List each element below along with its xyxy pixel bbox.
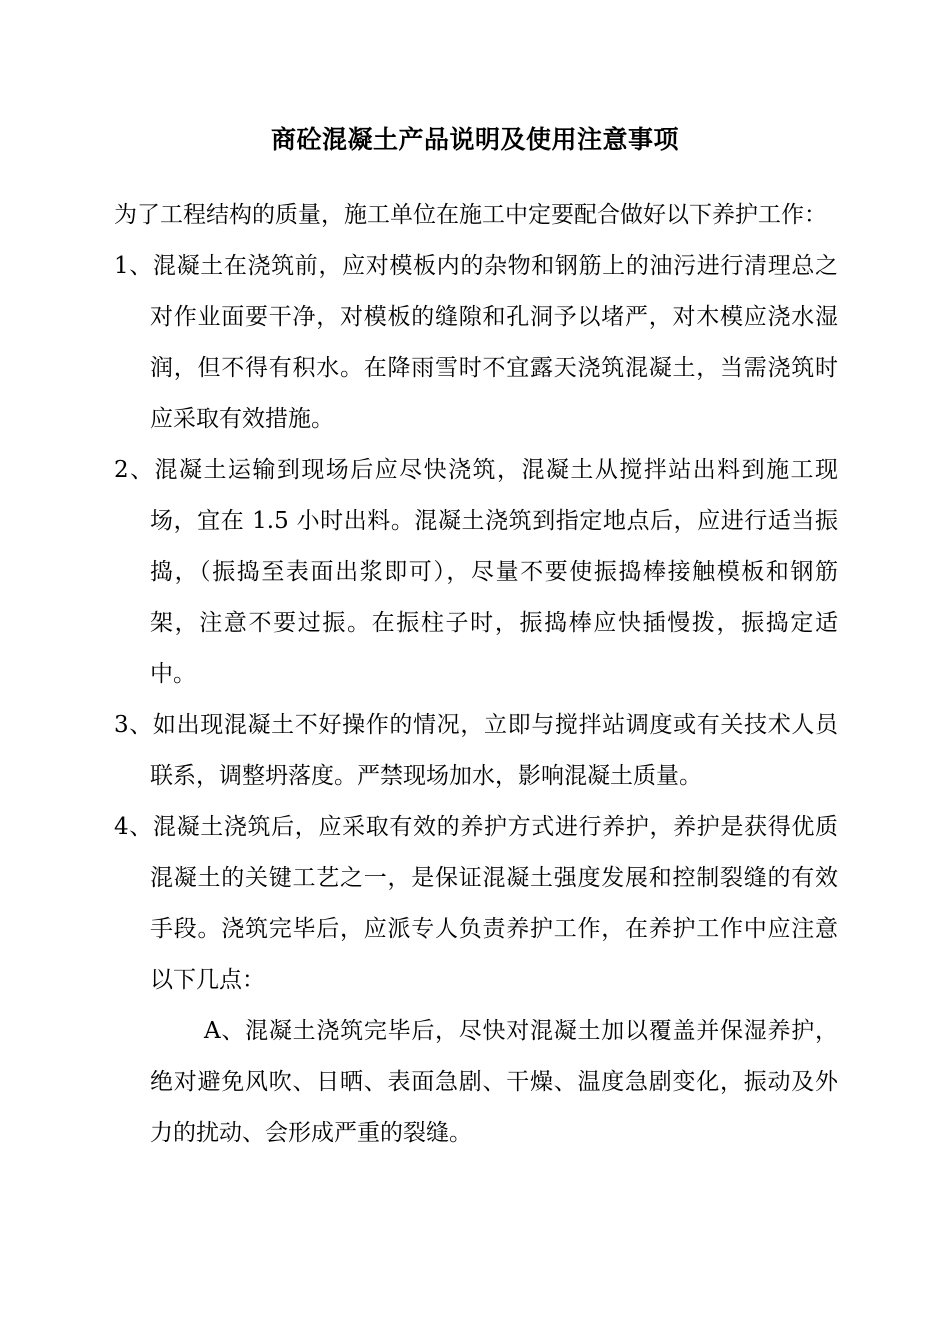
list-item: 2、混凝土运输到现场后应尽快浇筑，混凝土从搅拌站出料到施工现场，宜在 1.5 小时出料。混凝土浇筑到指定地点后，应进行适当振捣，（振捣至表面出浆即可），尽量不要使振捣棒接触模板和钢筋架，注意不要过振。在振柱子时，振捣棒应快插慢拨，振捣定适中。 <box>114 457 838 687</box>
sub-list-item: A、混凝土浇筑完毕后，尽快对混凝土加以覆盖并保湿养护，绝对避免风吹、日晒、表面急剧、干燥、温度急剧变化，振动及外力的扰动、会形成严重的裂缝。 <box>150 1018 838 1146</box>
list-item: 3、如出现混凝土不好操作的情况，立即与搅拌站调度或有关技术人员联系，调整坍落度。严禁现场加水，影响混凝土质量。 <box>114 712 838 789</box>
document-title: 商砼混凝土产品说明及使用注意事项 <box>270 125 679 154</box>
list-item: 1、混凝土在浇筑前，应对模板内的杂物和钢筋上的油污进行清理总之对作业面要干净，对模板的缝隙和孔洞予以堵严，对木模应浇水湿润，但不得有积水。在降雨雪时不宜露天浇筑混凝土，当需浇筑时应采取有效措施。 <box>114 253 838 432</box>
document-body <box>114 190 838 1159</box>
list-item: 4、混凝土浇筑后，应采取有效的养护方式进行养护，养护是获得优质混凝土的关键工艺之一，是保证混凝土强度发展和控制裂缝的有效手段。浇筑完毕后，应派专人负责养护工作，在养护工作中应注意以下几点： <box>114 814 838 993</box>
intro-paragraph: 为了工程结构的质量，施工单位在施工中定要配合做好以下养护工作： <box>114 202 827 228</box>
